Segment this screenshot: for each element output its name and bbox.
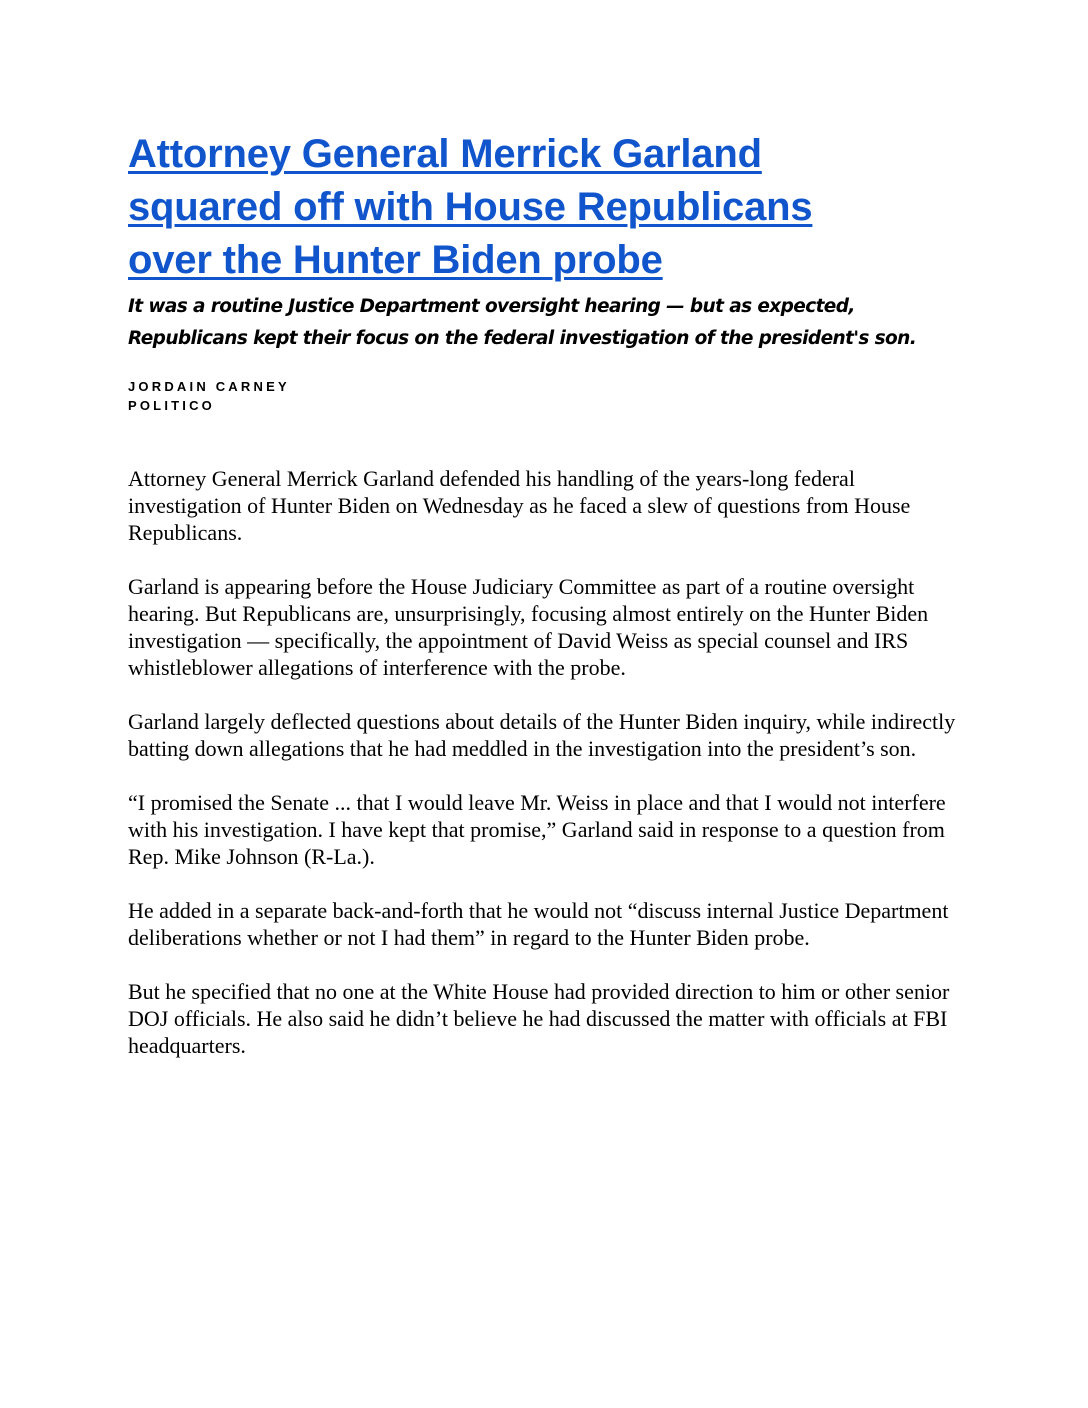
byline xyxy=(128,377,968,415)
publication-name: POLITICO xyxy=(128,398,215,413)
subheadline: It was a routine Justice Department oversight hearing — but as expected, Republicans kept their focus on the federal investigation of the president's son. xyxy=(128,296,917,349)
article xyxy=(128,128,968,1086)
paragraph: “I promised the Senate ... that I would leave Mr. Weiss in place and that I would not interfere with his investigation. I have kept that promise,” Garland said in response to a question from Rep. Mike Johnson (R-La.). xyxy=(128,790,946,869)
article-body xyxy=(128,465,968,1059)
paragraph: But he specified that no one at the White House had provided direction to him or other senior DOJ officials. He also said he didn’t believe he had discussed the matter with officials at FBI headquarters. xyxy=(128,979,950,1058)
author-name: JORDAIN CARNEY xyxy=(128,379,290,394)
paragraph: Garland is appearing before the House Judiciary Committee as part of a routine oversight hearing. But Republicans are, unsurprisingly, focusing almost entirely on the Hunter Biden investigation — specifically, the appointment of David Weiss as special counsel and IRS whistleblower allegations of interference with the probe. xyxy=(128,574,929,680)
paragraph: He added in a separate back-and-forth that he would not “discuss internal Justice Department deliberations whether or not I had them” in regard to the Hunter Biden probe. xyxy=(128,898,949,950)
paragraph: Garland largely deflected questions about details of the Hunter Biden inquiry, while indirectly batting down allegations that he had meddled in the investigation into the president’s son. xyxy=(128,709,956,761)
paragraph: Attorney General Merrick Garland defended his handling of the years-long federal investigation of Hunter Biden on Wednesday as he faced a slew of questions from House Republicans. xyxy=(128,466,911,545)
headline-link[interactable]: Attorney General Merrick Garland squared off with House Republicans over the Hunter Biden probe xyxy=(128,132,813,282)
